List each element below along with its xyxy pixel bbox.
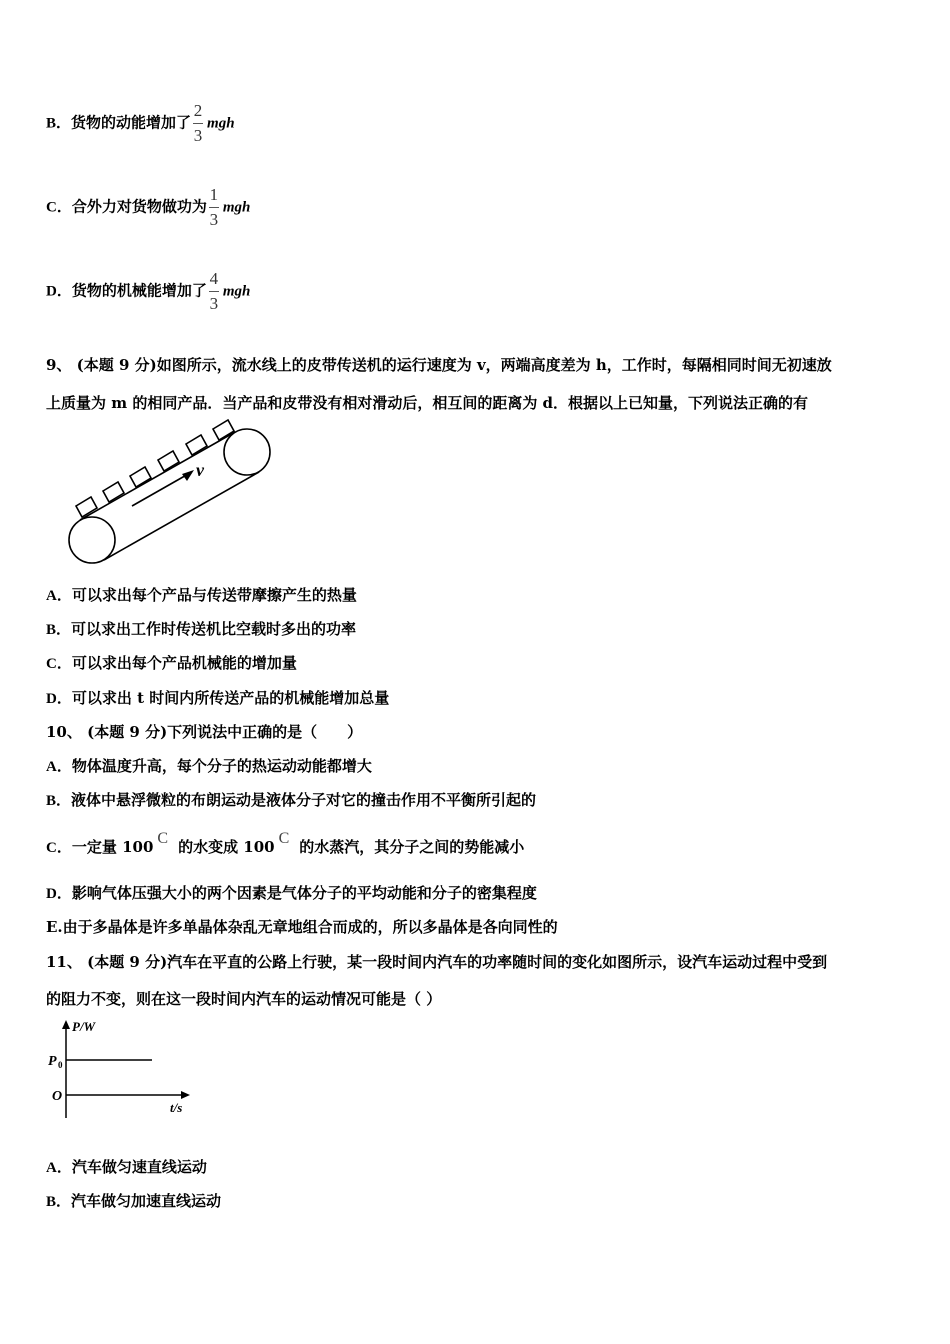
- velocity-label: v: [196, 460, 204, 480]
- fraction-denominator: 3: [209, 210, 219, 229]
- option-letter: C．: [46, 840, 72, 856]
- q11-option-a: [46, 1156, 207, 1177]
- q8-option-b: [46, 100, 235, 147]
- q9-stem-line-2: 上质量为 m 的相同产品．当产品和皮带没有相对滑动后，相互间的距离为 d．根据以上已知量，下列说法正确的有: [46, 394, 809, 412]
- option-text: 货物的机械能增加了: [71, 281, 207, 300]
- q9-option-a: [46, 584, 357, 605]
- option-letter: D．: [46, 886, 72, 902]
- fraction-numerator: 4: [209, 269, 219, 288]
- q8-option-c: [46, 184, 250, 231]
- q10-option-c: [46, 830, 525, 857]
- fraction-denominator: 3: [209, 294, 219, 313]
- option-letter: C．: [46, 656, 72, 672]
- lower-pulley: [69, 517, 115, 563]
- arrow-head: [182, 470, 194, 481]
- products: [76, 420, 234, 517]
- y-axis-label: P/W: [72, 1019, 96, 1034]
- option-letter: B．: [46, 1194, 72, 1210]
- fraction: [209, 184, 219, 231]
- p0-label: P: [48, 1054, 57, 1069]
- q9-option-b: [46, 618, 356, 639]
- option-text: 合外力对货物做功为: [71, 197, 207, 216]
- belt-top: [80, 432, 235, 520]
- fraction: [209, 268, 219, 315]
- q9-stem-line-1: 9、 (本题 9 分)如图所示，流水线上的皮带传送机的运行速度为 v，两端高度差为 h，工作时，每隔相同时间无初速放: [46, 356, 832, 374]
- option-text: 汽车做匀速直线运动: [71, 1158, 207, 1176]
- option-text: 物体温度升高，每个分子的热运动动能都增大: [71, 757, 372, 775]
- p0-subscript: 0: [58, 1060, 63, 1070]
- option-letter: D．: [46, 283, 72, 300]
- q11-option-b: [46, 1190, 221, 1211]
- option-letter: A．: [46, 588, 72, 604]
- option-text: 货物的动能增加了: [71, 113, 192, 132]
- option-letter: D．: [46, 691, 72, 707]
- fraction-numerator: 2: [193, 101, 203, 120]
- option-text-part-1: 一定量 100: [71, 838, 154, 856]
- fraction: [193, 100, 203, 147]
- option-letter: B．: [46, 622, 72, 638]
- fraction-denominator: 3: [193, 126, 203, 145]
- x-axis-label: t/s: [170, 1100, 183, 1115]
- conveyor-belt-figure: [60, 418, 280, 568]
- degree-celsius-symbol: C: [278, 830, 290, 847]
- option-text: 液体中悬浮微粒的布朗运动是液体分子对它的撞击作用不平衡所引起的: [71, 791, 537, 809]
- expression-mgh: mgh: [222, 199, 251, 216]
- option-text: 汽车做匀加速直线运动: [71, 1192, 222, 1210]
- q10-option-e: E.由于多晶体是许多单晶体杂乱无章地组合而成的，所以多晶体是各向同性的: [46, 918, 558, 936]
- option-letter: B．: [46, 115, 72, 132]
- option-text: 可以求出每个产品机械能的增加量: [71, 654, 297, 672]
- q11-stem-line-2: 的阻力不变，则在这一段时间内汽车的运动情况可能是（ ）: [46, 990, 442, 1008]
- velocity-arrow: [132, 473, 190, 506]
- degree-celsius-symbol: C: [157, 830, 169, 847]
- q10-option-b: [46, 789, 536, 810]
- option-text-part-3: 的水蒸汽，其分子之间的势能减小: [299, 838, 525, 856]
- option-text: 影响气体压强大小的两个因素是气体分子的平均动能和分子的密集程度: [71, 884, 537, 902]
- fraction-numerator: 1: [209, 185, 219, 204]
- q10-option-d: [46, 882, 537, 903]
- q10-stem: 10、 (本题 9 分)下列说法中正确的是（ ）: [46, 723, 363, 741]
- x-axis-arrow: [181, 1091, 190, 1099]
- expression-mgh: mgh: [207, 115, 235, 132]
- option-text: 可以求出工作时传送机比空载时多出的功率: [71, 620, 357, 638]
- upper-pulley: [224, 429, 270, 475]
- option-text: 可以求出每个产品与传送带摩擦产生的热量: [71, 586, 357, 604]
- option-letter: B．: [46, 793, 72, 809]
- expression-mgh: mgh: [222, 283, 251, 300]
- q9-option-c: [46, 652, 297, 673]
- option-letter: C．: [46, 199, 72, 216]
- option-letter: A．: [46, 1160, 72, 1176]
- origin-label: O: [52, 1089, 63, 1104]
- option-text-part-2: 的水变成 100: [178, 838, 275, 856]
- q10-option-a: [46, 755, 372, 776]
- q11-stem-line-1: 11、 (本题 9 分)汽车在平直的公路上行驶，某一段时间内汽车的功率随时间的变化如图所示，设汽车运动过程中受到: [46, 953, 828, 971]
- q9-option-d: [46, 687, 389, 708]
- option-text: 可以求出 t 时间内所传送产品的机械能增加总量: [71, 689, 390, 707]
- y-axis-arrow: [62, 1020, 70, 1029]
- power-time-graph: [44, 1018, 204, 1123]
- q8-option-d: [46, 268, 250, 315]
- belt-bottom: [104, 472, 259, 560]
- option-letter: A．: [46, 759, 72, 775]
